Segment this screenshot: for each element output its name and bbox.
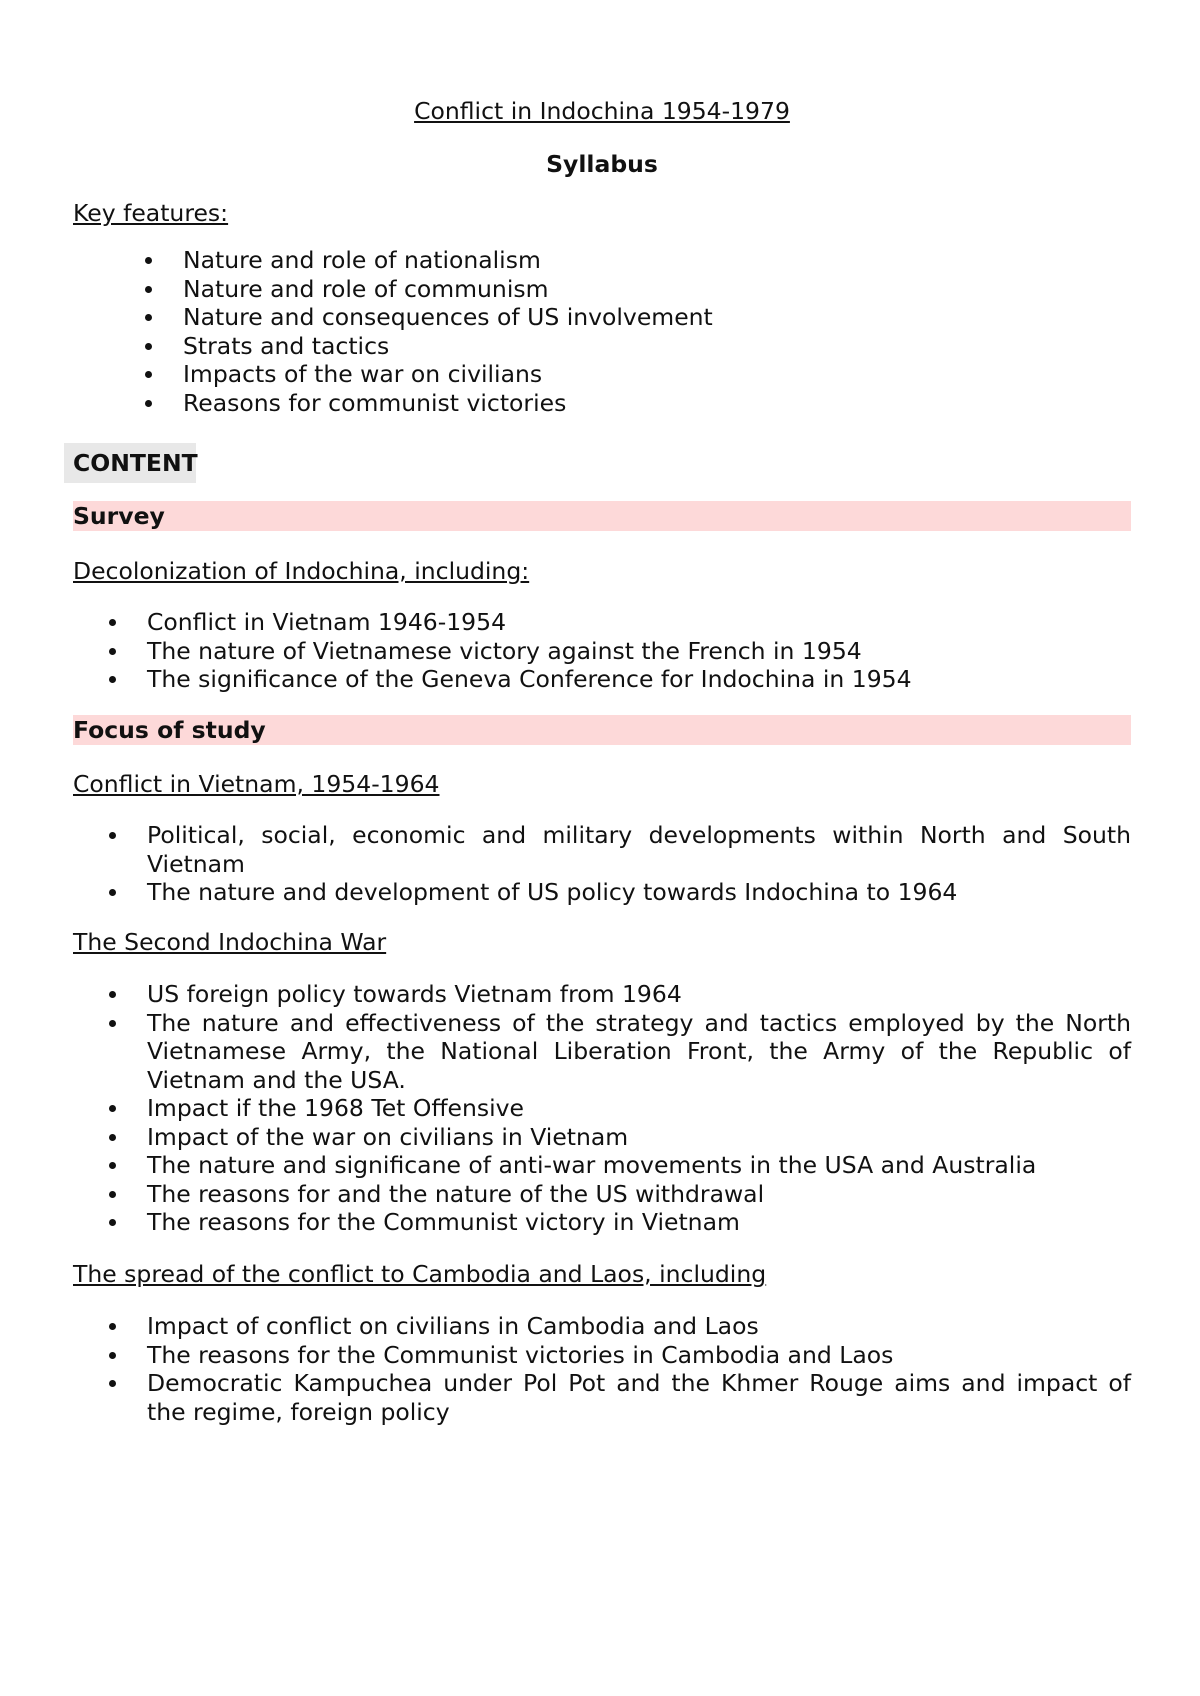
bullet-icon xyxy=(145,400,152,407)
list-item: The nature of Vietnamese victory against the French in 1954 xyxy=(73,637,1131,666)
bullet-icon xyxy=(109,619,116,626)
list-item: The reasons for the Communist victory in Vietnam xyxy=(73,1208,1131,1237)
list-item: Nature and consequences of US involvement xyxy=(73,303,1131,332)
list-item: The significance of the Geneva Conference for Indochina in 1954 xyxy=(73,665,1131,694)
list-item: The nature and effectiveness of the strategy and tactics employed by the North Vietnamese Army, the National Liberation Front, the Army of the Republic of Vietnam and the USA. xyxy=(73,1009,1131,1095)
list-item: Conflict in Vietnam 1946-1954 xyxy=(73,608,1131,637)
list-item: Nature and role of communism xyxy=(73,275,1131,304)
focus-section-1-list xyxy=(73,821,1131,907)
bullet-icon xyxy=(109,1162,116,1169)
bullet-icon xyxy=(145,257,152,264)
list-item: Impacts of the war on civilians xyxy=(73,360,1131,389)
bullet-icon xyxy=(109,991,116,998)
focus-section-1-heading: Conflict in Vietnam, 1954-1964 xyxy=(73,770,440,798)
bullet-icon xyxy=(145,314,152,321)
bullet-icon xyxy=(145,343,152,350)
bullet-icon xyxy=(145,286,152,293)
list-item: Strats and tactics xyxy=(73,332,1131,361)
document-title: Conflict in Indochina 1954-1979 xyxy=(414,97,790,125)
list-item: Impact of conflict on civilians in Cambodia and Laos xyxy=(73,1312,1131,1341)
list-item: The nature and development of US policy towards Indochina to 1964 xyxy=(73,878,1131,907)
bullet-icon xyxy=(109,1323,116,1330)
bullet-icon xyxy=(109,1380,116,1387)
key-features-list xyxy=(73,246,1131,417)
bullet-icon xyxy=(109,889,116,896)
survey-list xyxy=(73,608,1131,694)
bullet-icon xyxy=(109,1105,116,1112)
focus-section-2-heading: The Second Indochina War xyxy=(73,928,387,956)
list-item: The nature and significane of anti-war movements in the USA and Australia xyxy=(73,1151,1131,1180)
list-item: Reasons for communist victories xyxy=(73,389,1131,418)
bullet-icon xyxy=(109,832,116,839)
bullet-icon xyxy=(145,371,152,378)
document-subtitle: Syllabus xyxy=(546,150,658,178)
list-item: The reasons for and the nature of the US withdrawal xyxy=(73,1180,1131,1209)
survey-heading: Survey xyxy=(73,501,1131,531)
bullet-icon xyxy=(109,1020,116,1027)
key-features-heading: Key features: xyxy=(73,199,229,227)
bullet-icon xyxy=(109,648,116,655)
focus-heading: Focus of study xyxy=(73,715,1131,745)
list-item: Political, social, economic and military developments within North and South Vietnam xyxy=(73,821,1131,878)
list-item: Impact if the 1968 Tet Offensive xyxy=(73,1094,1131,1123)
focus-section-3-heading: The spread of the conflict to Cambodia and Laos, including xyxy=(73,1260,767,1288)
bullet-icon xyxy=(109,1134,116,1141)
list-item: The reasons for the Communist victories in Cambodia and Laos xyxy=(73,1341,1131,1370)
list-item: US foreign policy towards Vietnam from 1964 xyxy=(73,980,1131,1009)
list-item: Democratic Kampuchea under Pol Pot and the Khmer Rouge aims and impact of the regime, foreign policy xyxy=(73,1369,1131,1426)
focus-section-2-list xyxy=(73,980,1131,1237)
bullet-icon xyxy=(109,1352,116,1359)
content-label: CONTENT xyxy=(64,443,196,483)
bullet-icon xyxy=(109,676,116,683)
bullet-icon xyxy=(109,1219,116,1226)
list-item: Impact of the war on civilians in Vietnam xyxy=(73,1123,1131,1152)
survey-subheading: Decolonization of Indochina, including: xyxy=(73,557,530,585)
list-item: Nature and role of nationalism xyxy=(73,246,1131,275)
focus-section-3-list xyxy=(73,1312,1131,1426)
bullet-icon xyxy=(109,1191,116,1198)
